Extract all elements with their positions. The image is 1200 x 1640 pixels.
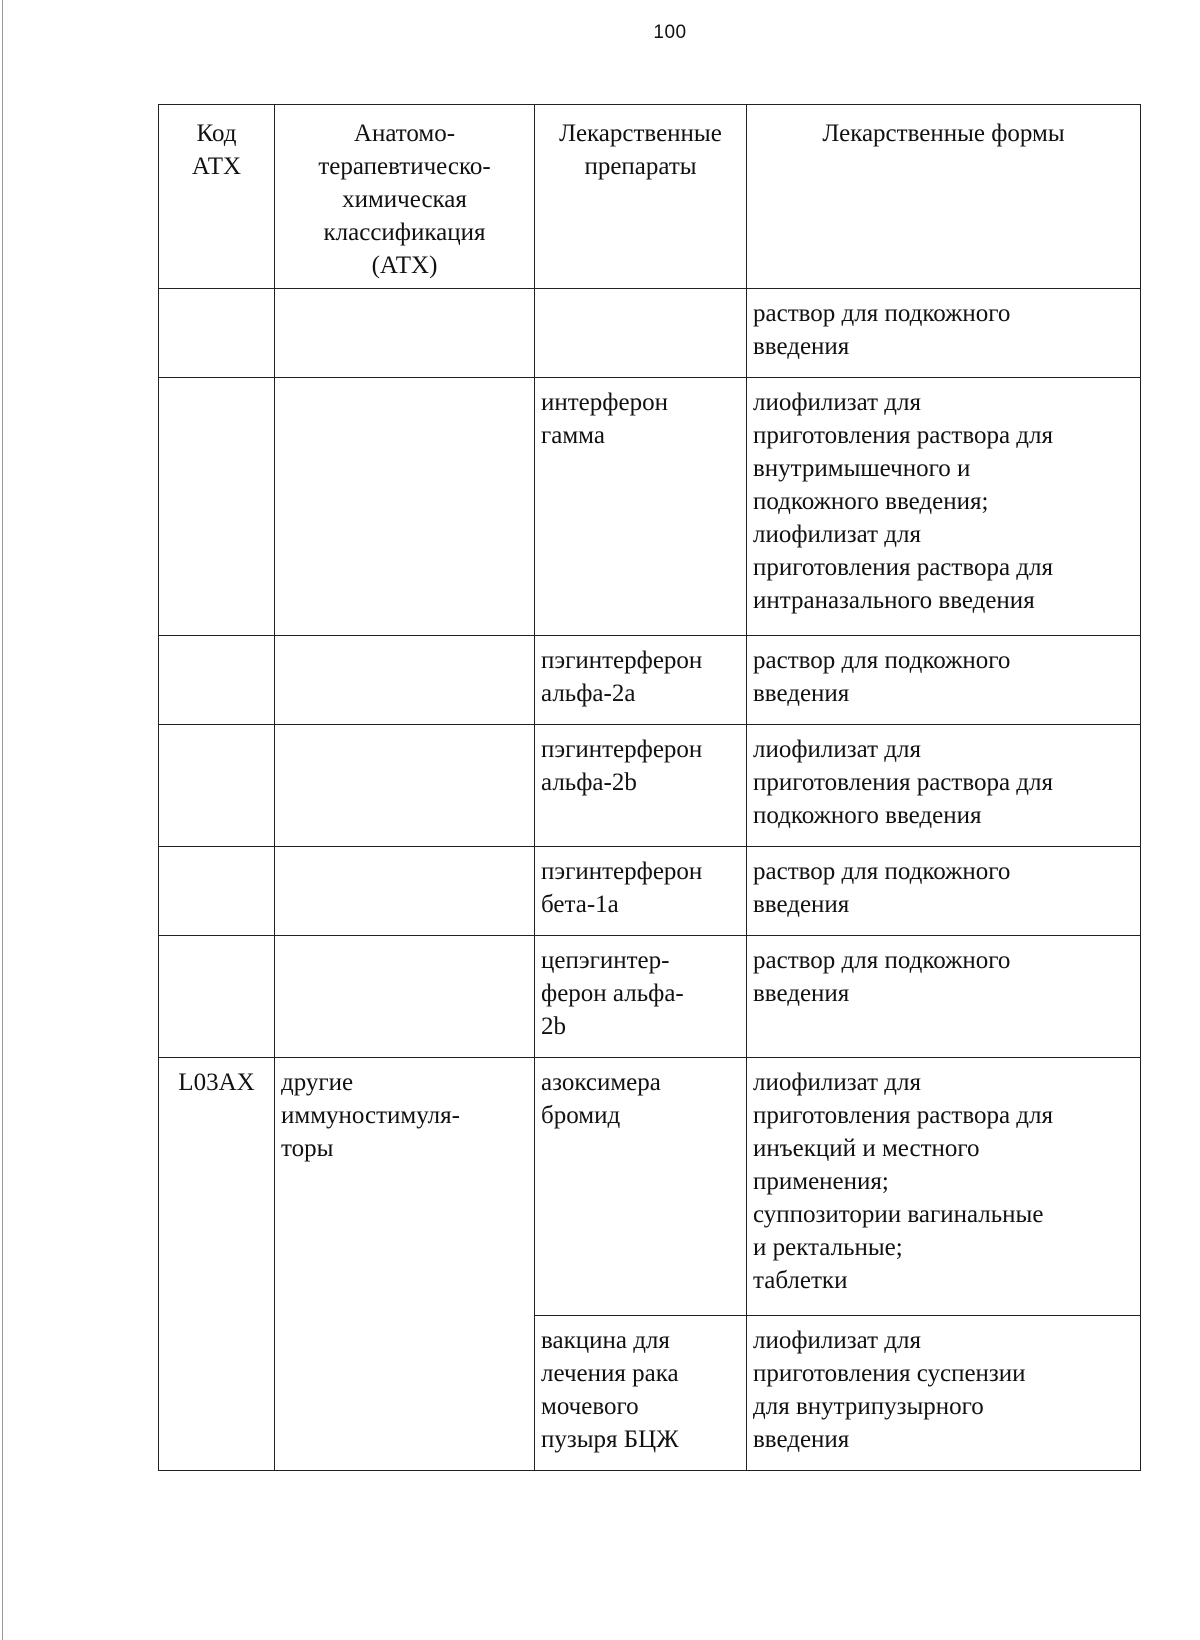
cell-form: раствор для подкожного введения	[747, 847, 1141, 936]
cell-atx	[275, 289, 535, 378]
cell-drug: пэгинтерферон альфа-2b	[535, 725, 747, 847]
cell-drug: азоксимера бромид	[535, 1058, 747, 1316]
cell-drug: пэгинтерферон альфа-2а	[535, 636, 747, 725]
header-atx: Анатомо- терапевтическо- химическая классификация (АТХ)	[275, 105, 535, 289]
cell-form: раствор для подкожного введения	[747, 289, 1141, 378]
cell-code	[159, 847, 275, 936]
header-code: Код АТХ	[159, 105, 275, 289]
cell-code: L03AX	[159, 1058, 275, 1471]
cell-form: раствор для подкожного введения	[747, 936, 1141, 1058]
cell-code	[159, 378, 275, 636]
header-form: Лекарственные формы	[747, 105, 1141, 289]
cell-form: лиофилизат для приготовления раствора для внутримышечного и подкожного введения; лиофилизат для приготовления раствора для интраназального введения	[747, 378, 1141, 636]
cell-form: раствор для подкожного введения	[747, 636, 1141, 725]
page-number: 100	[653, 22, 687, 43]
cell-drug	[535, 289, 747, 378]
cell-drug: цепэгинтер- ферон альфа- 2b	[535, 936, 747, 1058]
table-row	[159, 289, 1141, 378]
cell-code	[159, 289, 275, 378]
table-row	[159, 936, 1141, 1058]
table-row	[159, 847, 1141, 936]
cell-form: лиофилизат для приготовления раствора для подкожного введения	[747, 725, 1141, 847]
cell-atx	[275, 636, 535, 725]
cell-drug: интерферон гамма	[535, 378, 747, 636]
cell-code	[159, 936, 275, 1058]
cell-atx: другие иммуностимуля- торы	[275, 1058, 535, 1471]
cell-code	[159, 636, 275, 725]
table-header-row	[159, 105, 1141, 289]
cell-code	[159, 725, 275, 847]
header-drug: Лекарственные препараты	[535, 105, 747, 289]
cell-drug: пэгинтерферон бета-1а	[535, 847, 747, 936]
cell-atx	[275, 847, 535, 936]
cell-form: лиофилизат для приготовления раствора для инъекций и местного применения; суппозитории вагинальные и ректальные; таблетки	[747, 1058, 1141, 1316]
table-row	[159, 1058, 1141, 1316]
cell-atx	[275, 378, 535, 636]
cell-atx	[275, 936, 535, 1058]
table-row	[159, 636, 1141, 725]
cell-drug: вакцина для лечения рака мочевого пузыря БЦЖ	[535, 1316, 747, 1471]
table-row	[159, 378, 1141, 636]
cell-atx	[275, 725, 535, 847]
table-row	[159, 725, 1141, 847]
cell-form: лиофилизат для приготовления суспензии для внутрипузырного введения	[747, 1316, 1141, 1471]
drug-table	[158, 104, 1141, 1471]
scan-edge-line	[2, 0, 3, 1640]
